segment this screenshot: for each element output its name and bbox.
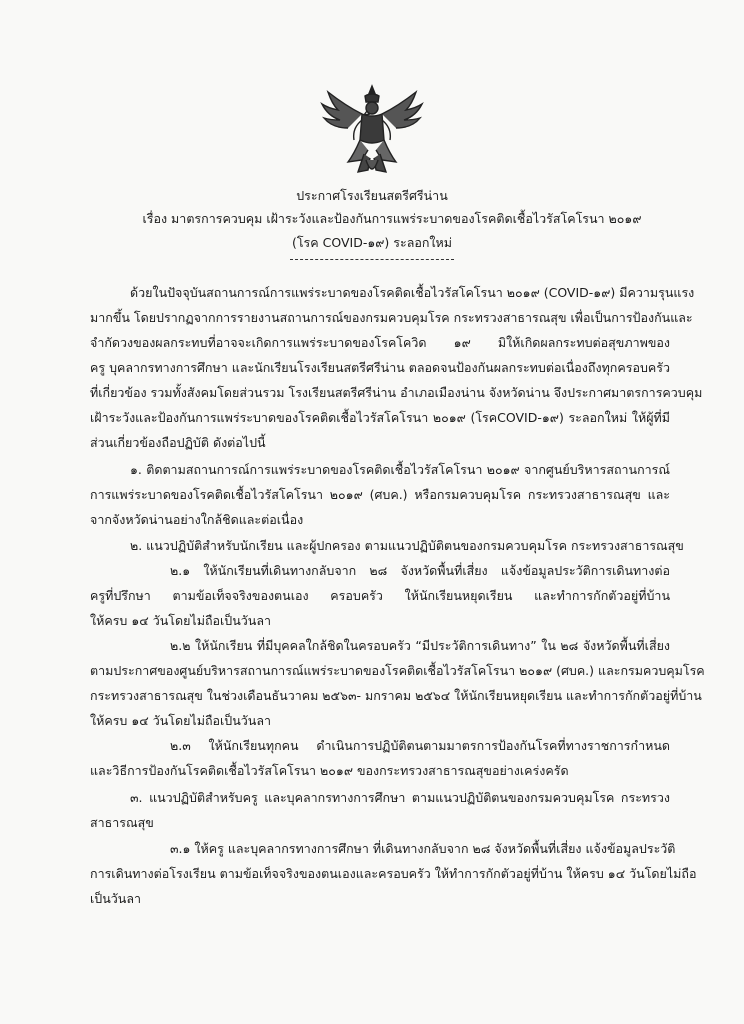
- item3-1-line: ๓.๑ ให้ครู และบุคลากรทางการศึกษา ที่เดินทางกลับจาก ๒๘ จังหวัดพื้นที่เสี่ยง แจ้งข้อมูลประวัติ: [170, 841, 676, 856]
- header-divider: [290, 259, 454, 260]
- item1-line: การแพร่ระบาดของโรคติดเชื้อไวรัสโคโรนา ๒๐๑๙ (ศบค.) หรือกรมควบคุมโรค กระทรวงสาธารณสุข และ: [90, 487, 670, 502]
- intro-line: ครู บุคลากรทางการศึกษา และนักเรียนโรงเรียนสตรีศรีน่าน ตลอดจนป้องกันผลกระทบต่อเนื่องถึงทุกครอบครัว: [90, 360, 670, 375]
- item2-1-line: ให้ครบ ๑๔ วันโดยไม่ถือเป็นวันลา: [90, 613, 272, 628]
- intro-line: ที่เกี่ยวข้อง รวมทั้งสังคมโดยส่วนรวม โรงเรียนสตรีศรีน่าน อำเภอเมืองน่าน จังหวัดน่าน จึงประกาศมาตรการควบคุม: [90, 385, 703, 400]
- item2-1-line: ๒.๑ ให้นักเรียนที่เดินทางกลับจาก ๒๘ จังหวัดพื้นที่เสี่ยง แจ้งข้อมูลประวัติการเดินทางต่อ: [170, 563, 670, 578]
- item3-1-line: การเดินทางต่อโรงเรียน ตามข้อเท็จจริงของตนเองและครอบครัว ให้ทำการกักตัวอยู่ที่บ้าน ให้ครบ ๑๔ วันโดยไม่ถือ: [90, 866, 697, 881]
- document-subject-continued: (โรค COVID-๑๙) ระลอกใหม่: [291, 235, 453, 250]
- item3-line: ๓. แนวปฏิบัติสำหรับครู และบุคลากรทางการศึกษา ตามแนวปฏิบัติตนของกรมควบคุมโรค กระทรวง: [130, 790, 670, 805]
- item3-line: สาธารณสุข: [90, 815, 154, 830]
- item1-line: จากจังหวัดน่านอย่างใกล้ชิดและต่อเนื่อง: [90, 512, 304, 527]
- item1-line: ๑. ติดตามสถานการณ์การแพร่ระบาดของโรคติดเชื้อไวรัสโคโรนา ๒๐๑๙ จากศูนย์บริหารสถานการณ์: [130, 462, 670, 477]
- intro-line: เฝ้าระวังและป้องกันการแพร่ระบาดของโรคติดเชื้อไวรัสโคโรนา ๒๐๑๙ (โรคCOVID-๑๙) ระลอกใหม่ ให้ผู้ที่มี: [90, 410, 670, 425]
- item2-2-line: ๒.๒ ให้นักเรียน ที่มีบุคคลใกล้ชิดในครอบครัว “มีประวัติการเดินทาง” ใน ๒๘ จังหวัดพื้นที่เสี่ยง: [170, 638, 670, 653]
- item3-1-line: เป็นวันลา: [90, 891, 141, 906]
- document-issuer: ประกาศโรงเรียนสตรีศรีน่าน: [296, 188, 448, 203]
- item2-2-line: ให้ครบ ๑๔ วันโดยไม่ถือเป็นวันลา: [90, 713, 272, 728]
- item2-1-line: ครูที่ปรึกษา ตามข้อเท็จจริงของตนเอง ครอบครัว ให้นักเรียนหยุดเรียน และทำการกักตัวอยู่ที่บ้าน: [90, 588, 670, 603]
- garuda-emblem: [318, 84, 426, 180]
- document-subject: เรื่อง มาตรการควบคุม เฝ้าระวังและป้องกันการแพร่ระบาดของโรคติดเชื้อไวรัสโคโรนา ๒๐๑๙: [142, 211, 642, 226]
- item2-2-line: กระทรวงสาธารณสุข ในช่วงเดือนธันวาคม ๒๕๖๓- มกราคม ๒๕๖๔ ให้นักเรียนหยุดเรียน และทำการกักตัวอยู่ที่บ้าน: [90, 688, 702, 703]
- item2-title: ๒. แนวปฏิบัติสำหรับนักเรียน และผู้ปกครอง ตามแนวปฏิบัติตนของกรมควบคุมโรค กระทรวงสาธารณสุข: [130, 538, 684, 553]
- intro-line: จำกัดวงของผลกระทบที่อาจจะเกิดการแพร่ระบาดของโรคโควิด ๑๙ มิให้เกิดผลกระทบต่อสุขภาพของ: [90, 335, 670, 350]
- intro-line: ส่วนเกี่ยวข้องถือปฏิบัติ ดังต่อไปนี้: [90, 435, 266, 450]
- intro-line: มากขึ้น โดยปรากฏจากการรายงานสถานการณ์ของกรมควบคุมโรค กระทรวงสาธารณสุข เพื่อเป็นการป้องกันและ: [90, 310, 693, 325]
- item2-2-line: ตามประกาศของศูนย์บริหารสถานการณ์แพร่ระบาดของโรคติดเชื้อไวรัสโคโรนา ๒๐๑๙ (ศบค.) และกรมควบคุมโรค: [90, 663, 705, 678]
- item2-3-line: ๒.๓ ให้นักเรียนทุกคน ดำเนินการปฏิบัติตนตามมาตรการป้องกันโรคที่ทางราชการกำหนด: [170, 738, 670, 753]
- intro-line: ด้วยในปัจจุบันสถานการณ์การแพร่ระบาดของโรคติดเชื้อไวรัสโคโรนา ๒๐๑๙ (COVID-๑๙) มีความรุนแรง: [130, 285, 695, 300]
- item2-3-line: และวิธีการป้องกันโรคติดเชื้อไวรัสโคโรนา ๒๐๑๙ ของกระทรวงสาธารณสุขอย่างเคร่งครัด: [90, 763, 569, 778]
